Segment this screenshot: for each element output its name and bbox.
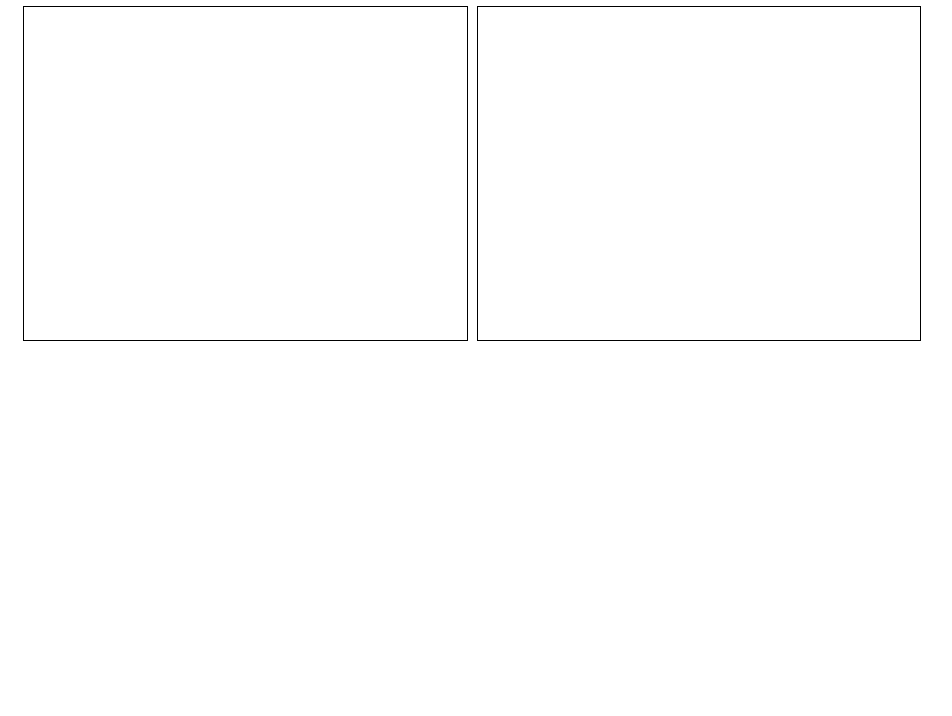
tur-team-panel: [23, 6, 468, 341]
pol-team-panel: [477, 6, 921, 341]
